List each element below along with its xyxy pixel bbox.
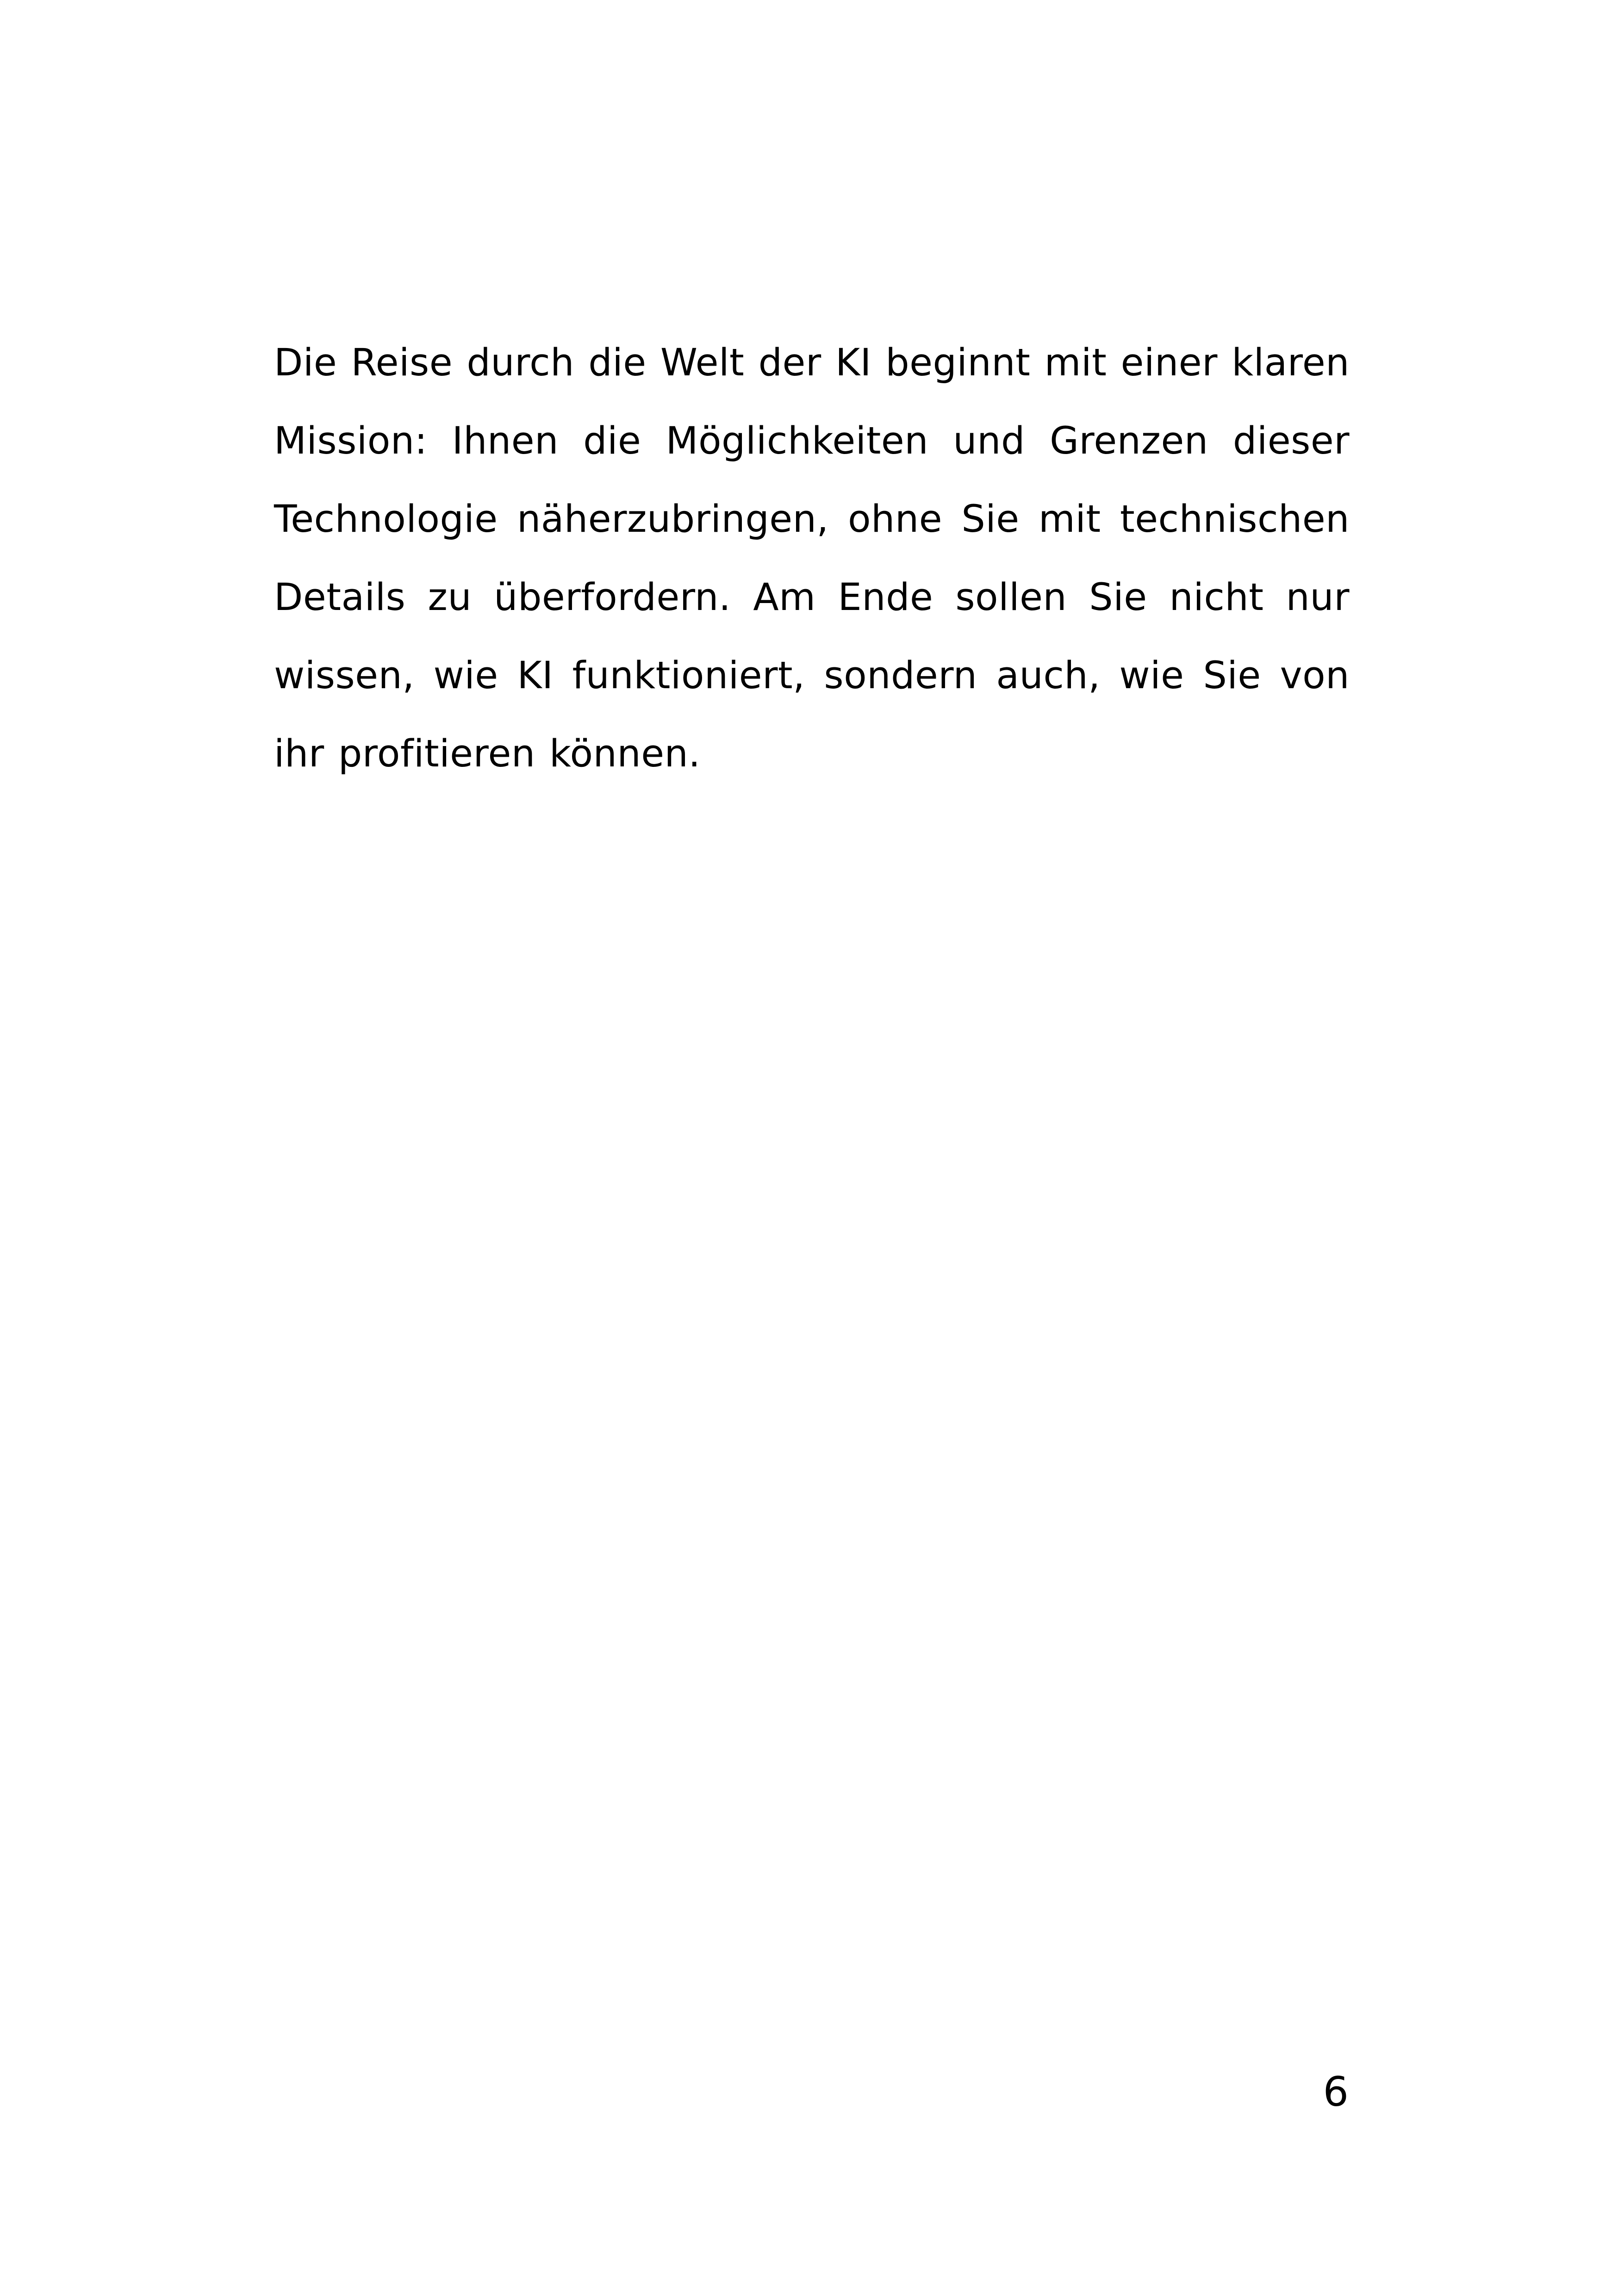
body-paragraph: Die Reise durch die Welt der KI beginnt mit einer klaren Mission: Ihnen die Möglichkeiten und Grenzen dieser Technologie näherzubringen, ohne Sie mit technischen Details zu überfordern. Am Ende sollen Sie nicht nur wissen, wie KI funktioniert, sondern auch, wie Sie von ihr profitieren können. bbox=[274, 341, 1350, 776]
page-number: 6 bbox=[1323, 2068, 1349, 2116]
